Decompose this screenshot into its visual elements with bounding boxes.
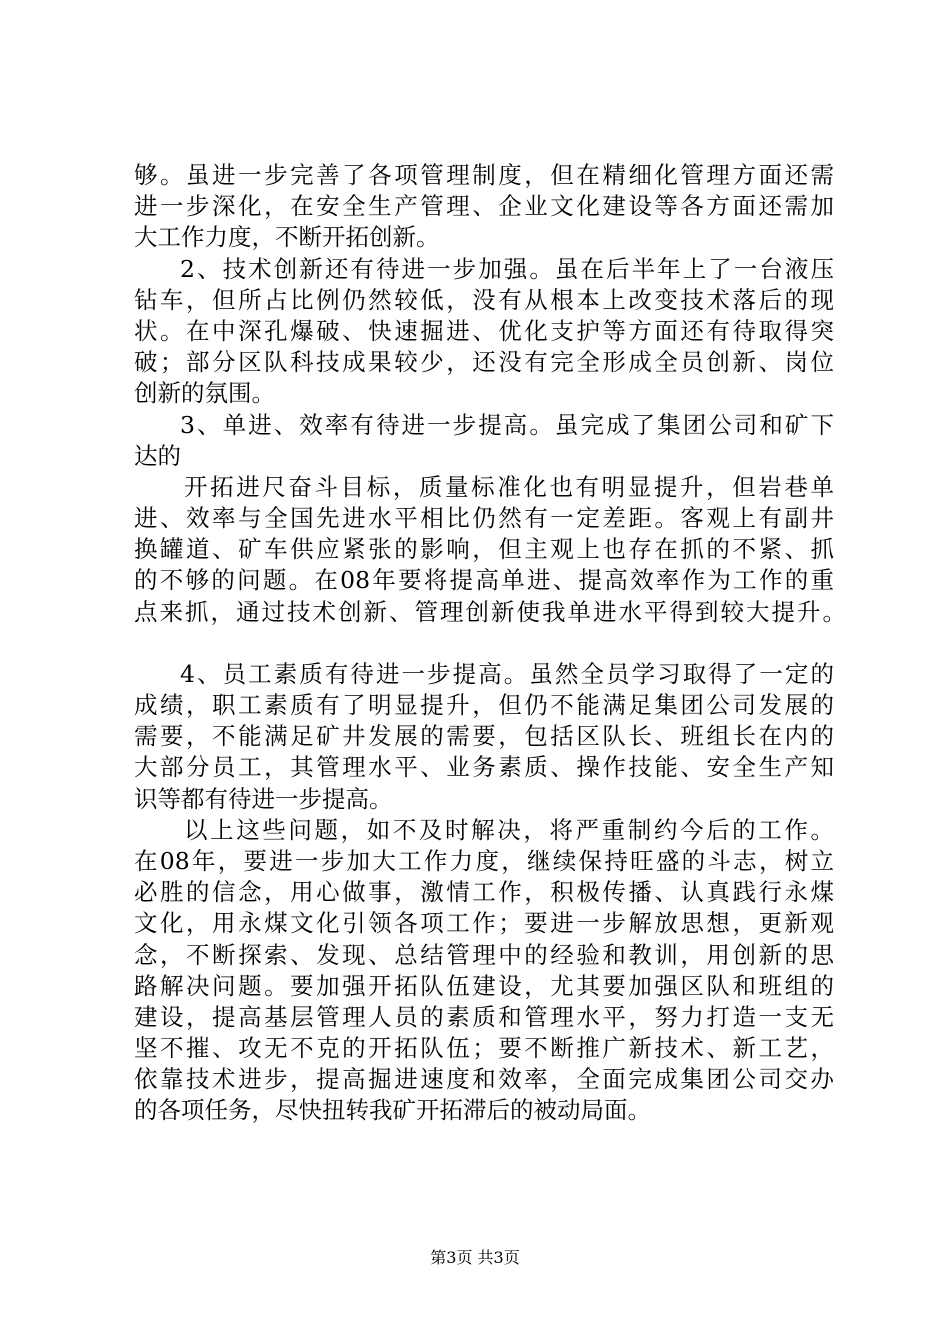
text-line: 状。在中深孔爆破、快速掘进、优化支护等方面还有待取得突 (134, 316, 834, 345)
text-line: 成绩，职工素质有了明显提升，但仍不能满足集团公司发展的 (134, 691, 834, 719)
text-line: 达的 (134, 441, 181, 470)
text-line: 在08年，要进一步加大工作力度，继续保持旺盛的斗志，树立 (134, 846, 834, 875)
text-line: 依靠技术进步，提高掘进速度和效率，全面完成集团公司交办 (134, 1065, 834, 1094)
text-line: 点来抓，通过技术创新、管理创新使我单进水平得到较大提升。 (134, 597, 846, 626)
text-line: 大部分员工，其管理水平、业务素质、操作技能、安全生产知 (134, 753, 834, 782)
text-line: 念，不断探索、发现、总结管理中的经验和教训，用创新的思 (134, 940, 834, 969)
text-line: 进、效率与全国先进水平相比仍然有一定差距。客观上有副井 (134, 504, 834, 533)
text-line: 创新的氛围。 (134, 379, 275, 408)
paragraph-2-start: 2、技术创新还有待进一步加强。虽在后半年上了一台液压 (180, 254, 834, 283)
paragraph-5-start: 以上这些问题，如不及时解决，将严重制约今后的工作。 (184, 815, 834, 844)
text-line: 破；部分区队科技成果较少，还没有完全形成全员创新、岗位 (134, 348, 834, 377)
text-line: 的各项任务，尽快扭转我矿开拓滞后的被动局面。 (134, 1096, 651, 1125)
text-line: 必胜的信念，用心做事，激情工作，积极传播、认真践行永煤 (134, 878, 834, 907)
text-line: 够。虽进一步完善了各项管理制度，但在精细化管理方面还需 (134, 161, 834, 189)
text-line: 识等都有待进一步提高。 (134, 784, 393, 813)
text-line: 坚不摧、攻无不克的开拓队伍；要不断推广新技术、新工艺， (134, 1034, 834, 1063)
document-body (134, 160, 846, 1127)
paragraph-4-start: 4、员工素质有待进一步提高。虽然全员学习取得了一定的 (180, 659, 834, 688)
paragraph-3-start: 3、单进、效率有待进一步提高。虽完成了集团公司和矿下 (180, 410, 834, 439)
text-line: 钻车，但所占比例仍然较低，没有从根本上改变技术落后的现 (134, 285, 834, 314)
text-line: 需要，不能满足矿井发展的需要，包括区队长、班组长在内的 (134, 722, 834, 751)
text-line: 开拓进尺奋斗目标，质量标准化也有明显提升，但岩巷单 (184, 472, 834, 501)
page-number-footer: 第3页 共3页 (430, 1248, 520, 1267)
text-line: 换罐道、矿车供应紧张的影响，但主观上也存在抓的不紧、抓 (134, 535, 834, 564)
text-line: 文化，用永煤文化引领各项工作；要进一步解放思想，更新观 (134, 909, 834, 938)
paragraph-gap (134, 628, 834, 659)
text-line: 的不够的问题。在08年要将提高单进、提高效率作为工作的重 (134, 566, 834, 595)
text-line: 大工作力度，不断开拓创新。 (134, 223, 440, 252)
text-line: 进一步深化，在安全生产管理、企业文化建设等各方面还需加 (134, 192, 834, 221)
text-line: 路解决问题。要加强开拓队伍建设，尤其要加强区队和班组的 (134, 971, 834, 1000)
text-line: 建设，提高基层管理人员的素质和管理水平，努力打造一支无 (134, 1002, 834, 1031)
